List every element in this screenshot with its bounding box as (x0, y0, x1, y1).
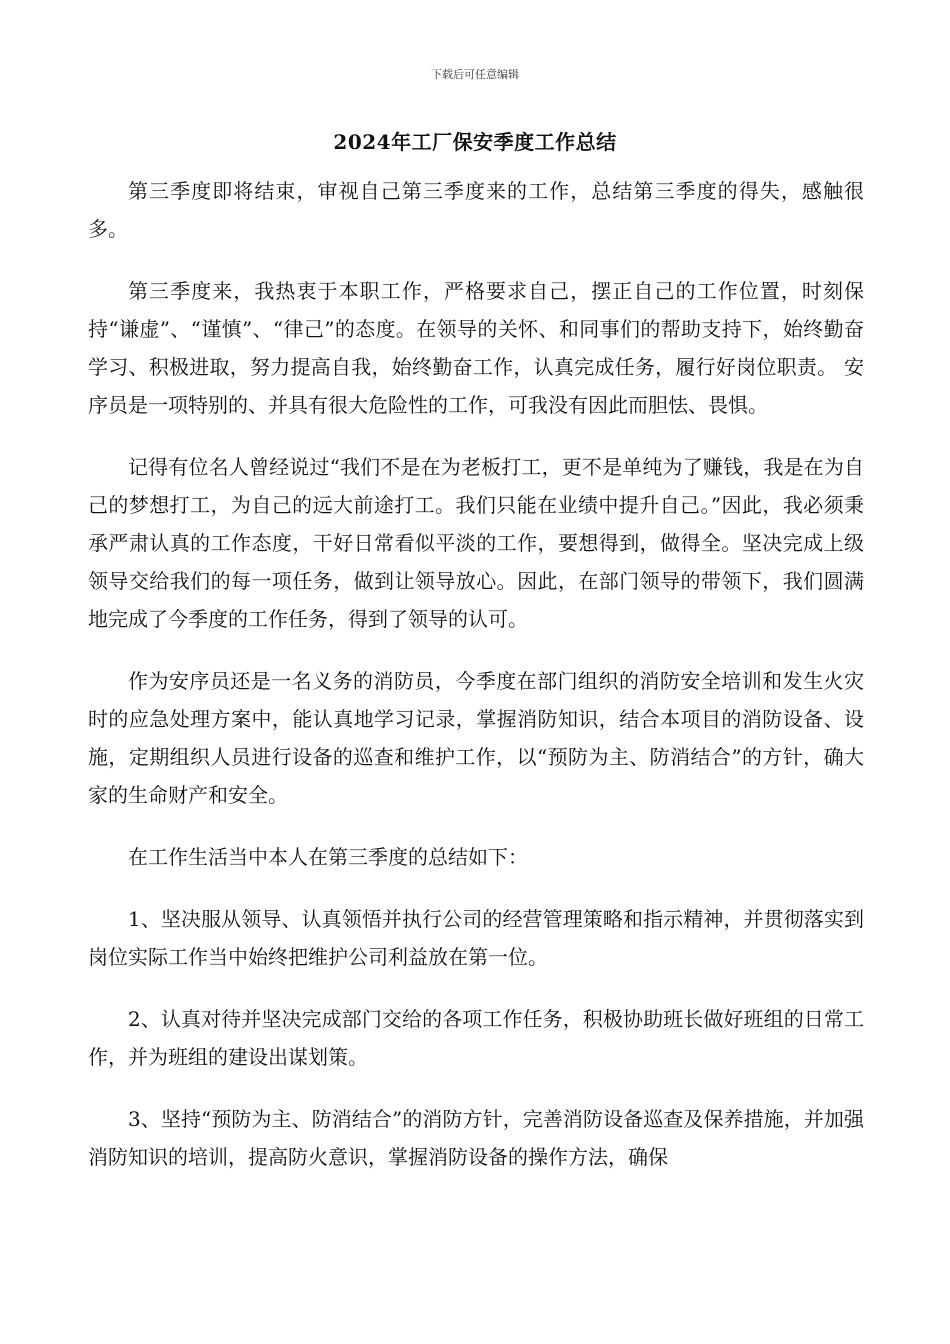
paragraph: 1、坚决服从领导、认真领悟并执行公司的经营管理策略和指示精神，并贯彻落实到岗位实际工作当中始终把维护公司利益放在第一位。 (88, 907, 864, 969)
document-body (88, 172, 864, 1200)
paragraph: 2、认真对待并坚决完成部门交给的各项工作任务，积极协助班长做好班组的日常工作，并为班组的建设出谋划策。 (88, 1007, 864, 1069)
paragraph: 在工作生活当中本人在第三季度的总结如下： (128, 845, 528, 869)
paragraph: 第三季度来，我热衷于本职工作，严格要求自己，摆正自己的工作位置，时刻保持“谦虚”、“谨慎”、“律己”的态度。在领导的关怀、和同事们的帮助支持下，始终勤奋学习、积极进取，努力提高自我，始终勤奋工作，认真完成任务，履行好岗位职责。 安序员是一项特别的、并具有很大危险性的工作，可我没有因此而胆怯、畏惧。 (88, 279, 864, 417)
header-note: 下载后可任意编辑 (431, 68, 519, 81)
paragraph: 作为安序员还是一名义务的消防员，今季度在部门组织的消防安全培训和发生火灾时的应急处理方案中，能认真地学习记录，掌握消防知识，结合本项目的消防设备、设施，定期组织人员进行设备的巡查和维护工作，以“预防为主、防消结合”的方针，确大家的生命财产和安全。 (88, 669, 864, 807)
document-title: 2024年工厂保安季度工作总结 (333, 130, 617, 154)
paragraph: 3、坚持“预防为主、防消结合”的消防方针，完善消防设备巡查及保养措施，并加强消防知识的培训，提高防火意识，掌握消防设备的操作方法，确保 (88, 1107, 864, 1169)
paragraph: 记得有位名人曾经说过“我们不是在为老板打工，更不是单纯为了赚钱，我是在为自己的梦想打工，为自己的远大前途打工。我们只能在业绩中提升自己。”因此，我必须秉承严肃认真的工作态度，干好日常看似平淡的工作，要想得到，做得全。坚决完成上级领导交给我们的每一项任务，做到让领导放心。因此，在部门领导的带领下，我们圆满地完成了今季度的工作任务，得到了领导的认可。 (88, 455, 864, 631)
paragraph: 第三季度即将结束，审视自己第三季度来的工作，总结第三季度的得失，感触很多。 (88, 179, 864, 241)
